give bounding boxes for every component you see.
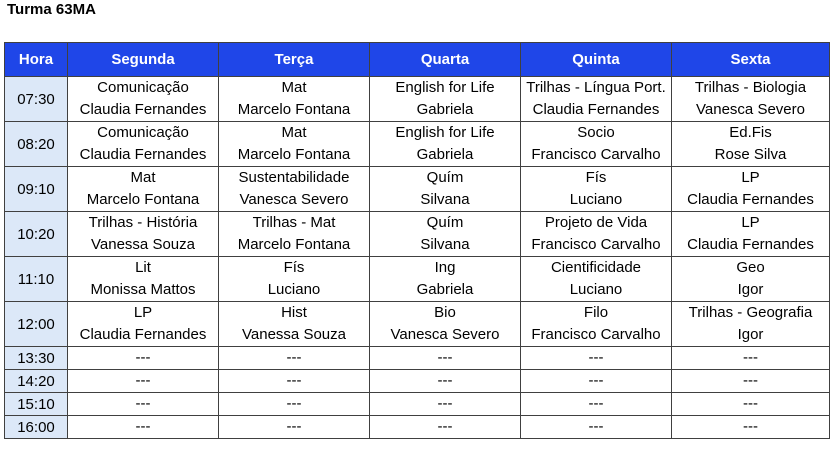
table-row xyxy=(5,302,830,347)
subject-label: Trilhas - Biologia xyxy=(694,79,807,96)
empty-cell: --- xyxy=(370,393,521,416)
teacher-label: Gabriela xyxy=(416,281,474,298)
hour-cell: 15:10 xyxy=(5,393,68,416)
header-terca: Terça xyxy=(219,43,370,77)
empty-cell: --- xyxy=(219,393,370,416)
class-cell xyxy=(219,122,370,167)
hour-cell: 14:20 xyxy=(5,370,68,393)
header-quinta: Quinta xyxy=(521,43,672,77)
teacher-label: Vanesca Severo xyxy=(390,326,500,343)
teacher-label: Vanesca Severo xyxy=(239,191,349,208)
subject-label: Trilhas - História xyxy=(88,214,198,231)
teacher-label: Claudia Fernandes xyxy=(687,236,814,253)
hour-cell: 16:00 xyxy=(5,416,68,439)
table-row xyxy=(5,257,830,302)
teacher-label: Claudia Fernandes xyxy=(687,191,814,208)
teacher-label: Claudia Fernandes xyxy=(79,101,207,118)
teacher-label: Gabriela xyxy=(416,101,474,118)
empty-cell: --- xyxy=(672,393,830,416)
subject-label: Trilhas - Geografia xyxy=(688,304,813,321)
table-row xyxy=(5,212,830,257)
teacher-label: Luciano xyxy=(569,281,623,298)
table-row xyxy=(5,416,830,439)
hour-cell: 12:00 xyxy=(5,302,68,347)
teacher-label: Claudia Fernandes xyxy=(79,326,207,343)
header-hora: Hora xyxy=(5,43,68,77)
empty-cell: --- xyxy=(370,347,521,370)
subject-label: English for Life xyxy=(395,79,495,96)
empty-cell: --- xyxy=(68,416,219,439)
teacher-label: Marcelo Fontana xyxy=(237,236,351,253)
class-cell xyxy=(672,122,830,167)
empty-cell: --- xyxy=(672,370,830,393)
teacher-label: Marcelo Fontana xyxy=(86,191,200,208)
class-cell xyxy=(672,257,830,302)
teacher-label: Francisco Carvalho xyxy=(531,146,661,163)
teacher-label: Marcelo Fontana xyxy=(237,146,351,163)
subject-label: Hist xyxy=(281,304,307,321)
class-cell xyxy=(672,212,830,257)
subject-label: Lit xyxy=(135,259,151,276)
class-cell xyxy=(68,122,219,167)
header-segunda: Segunda xyxy=(68,43,219,77)
subject-label: LP xyxy=(741,214,760,231)
subject-label: Ed.Fis xyxy=(729,124,772,141)
class-cell xyxy=(521,302,672,347)
teacher-label: Claudia Fernandes xyxy=(79,146,207,163)
empty-cell: --- xyxy=(521,416,672,439)
class-cell xyxy=(370,257,521,302)
class-cell xyxy=(219,257,370,302)
subject-label: Mat xyxy=(281,124,307,141)
class-cell xyxy=(672,302,830,347)
subject-label: Quím xyxy=(426,169,464,186)
subject-label: Trilhas - Mat xyxy=(252,214,336,231)
empty-cell: --- xyxy=(370,370,521,393)
class-cell xyxy=(68,77,219,122)
teacher-label: Vanessa Souza xyxy=(242,326,346,343)
hour-cell: 07:30 xyxy=(5,77,68,122)
subject-label: Geo xyxy=(736,259,765,276)
subject-label: Comunicação xyxy=(97,124,189,141)
class-cell xyxy=(370,302,521,347)
empty-cell: --- xyxy=(672,416,830,439)
teacher-label: Luciano xyxy=(267,281,321,298)
class-cell xyxy=(219,212,370,257)
table-row xyxy=(5,393,830,416)
empty-cell: --- xyxy=(672,347,830,370)
class-cell xyxy=(521,257,672,302)
teacher-label: Silvana xyxy=(420,191,470,208)
subject-label: Trilhas - Língua Port. xyxy=(526,79,666,96)
header-quarta: Quarta xyxy=(370,43,521,77)
subject-label: Mat xyxy=(130,169,156,186)
empty-cell: --- xyxy=(68,370,219,393)
subject-label: Fís xyxy=(585,169,607,186)
subject-label: Cientificidade xyxy=(550,259,642,276)
hour-cell: 13:30 xyxy=(5,347,68,370)
empty-cell: --- xyxy=(521,370,672,393)
subject-label: Quím xyxy=(426,214,464,231)
class-cell xyxy=(521,77,672,122)
class-cell xyxy=(68,302,219,347)
teacher-label: Monissa Mattos xyxy=(90,281,196,298)
page-title: Turma 63MA xyxy=(7,1,96,18)
table-row xyxy=(5,370,830,393)
teacher-label: Gabriela xyxy=(416,146,474,163)
class-cell xyxy=(68,212,219,257)
teacher-label: Marcelo Fontana xyxy=(237,101,351,118)
empty-cell: --- xyxy=(219,416,370,439)
header-sexta: Sexta xyxy=(672,43,830,77)
empty-cell: --- xyxy=(68,347,219,370)
class-cell xyxy=(370,212,521,257)
class-cell xyxy=(370,167,521,212)
table-row xyxy=(5,167,830,212)
hour-cell: 10:20 xyxy=(5,212,68,257)
class-cell xyxy=(672,77,830,122)
subject-label: English for Life xyxy=(395,124,495,141)
teacher-label: Igor xyxy=(737,326,764,343)
teacher-label: Claudia Fernandes xyxy=(532,101,660,118)
hour-cell: 09:10 xyxy=(5,167,68,212)
class-cell xyxy=(68,167,219,212)
empty-cell: --- xyxy=(521,393,672,416)
empty-cell: --- xyxy=(219,347,370,370)
subject-label: Bio xyxy=(434,304,456,321)
table-row xyxy=(5,347,830,370)
class-cell xyxy=(68,257,219,302)
class-cell xyxy=(219,302,370,347)
table-row xyxy=(5,122,830,167)
subject-label: Mat xyxy=(281,79,307,96)
teacher-label: Vanessa Souza xyxy=(91,236,195,253)
teacher-label: Silvana xyxy=(420,236,470,253)
subject-label: Socio xyxy=(577,124,615,141)
teacher-label: Vanesca Severo xyxy=(696,101,805,118)
table-row xyxy=(5,77,830,122)
teacher-label: Francisco Carvalho xyxy=(531,236,661,253)
empty-cell: --- xyxy=(521,347,672,370)
teacher-label: Francisco Carvalho xyxy=(531,326,661,343)
class-cell xyxy=(521,212,672,257)
empty-cell: --- xyxy=(219,370,370,393)
teacher-label: Igor xyxy=(737,281,764,298)
subject-label: Ing xyxy=(434,259,456,276)
class-cell xyxy=(370,122,521,167)
header-row xyxy=(5,43,830,77)
teacher-label: Luciano xyxy=(569,191,623,208)
subject-label: LP xyxy=(133,304,153,321)
hour-cell: 08:20 xyxy=(5,122,68,167)
subject-label: Comunicação xyxy=(97,79,189,96)
subject-label: LP xyxy=(741,169,760,186)
class-cell xyxy=(370,77,521,122)
class-cell xyxy=(521,122,672,167)
empty-cell: --- xyxy=(370,416,521,439)
schedule-table xyxy=(4,42,830,439)
subject-label: Fís xyxy=(283,259,305,276)
subject-label: Filo xyxy=(583,304,609,321)
class-cell xyxy=(219,167,370,212)
subject-label: Projeto de Vida xyxy=(544,214,648,231)
teacher-label: Rose Silva xyxy=(714,146,787,163)
empty-cell: --- xyxy=(68,393,219,416)
class-cell xyxy=(219,77,370,122)
subject-label: Sustentabilidade xyxy=(238,169,350,186)
class-cell xyxy=(672,167,830,212)
hour-cell: 11:10 xyxy=(5,257,68,302)
class-cell xyxy=(521,167,672,212)
